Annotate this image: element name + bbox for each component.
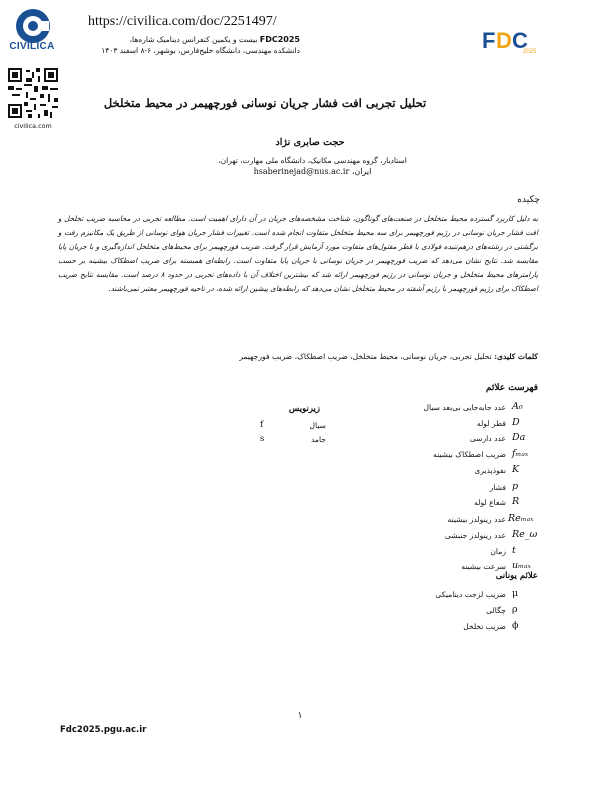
author-affiliation: استادیار، گروه مهندسی مکانیک، دانشگاه ملی مهارت، تهران، xyxy=(218,156,407,165)
subscript-row xyxy=(260,434,326,448)
nomenclature-desc: قطر لوله xyxy=(476,419,506,428)
nomenclature-symbol: K xyxy=(512,464,520,475)
greek-row xyxy=(330,588,538,604)
nomenclature-desc: سرعت بیشینه xyxy=(461,562,506,571)
author-name: حجت صابری نژاد xyxy=(275,137,345,148)
greek-symbol: ρ xyxy=(512,604,518,615)
keywords-label: کلمات کلیدی: xyxy=(494,352,538,361)
abstract-heading: چکیده xyxy=(517,195,540,205)
subscript-desc: سیال xyxy=(309,421,326,430)
paper-title: تحلیل تجربی افت فشار جریان نوسانی فورچهیمر در محیط متخلخل xyxy=(103,96,427,110)
greek-symbols-heading: علائم یونانی xyxy=(495,571,538,581)
greek-desc: ضریب لزجت دینامیکی xyxy=(435,590,506,599)
footer-url[interactable]: Fdc2025.pgu.ac.ir xyxy=(60,725,147,735)
greek-symbol: ϕ xyxy=(512,620,519,631)
keywords-text: تحلیل تجربی، جریان نوسانی، محیط متخلخل، ضریب اصطکاک، ضریب فورچهیمر xyxy=(239,352,492,361)
document-url[interactable]: https://civilica.com/doc/2251497/ xyxy=(88,14,277,29)
nomenclature-desc: عدد رینولدز بیشینه xyxy=(447,515,506,524)
conference-line-2: دانشکده مهندسی، دانشگاه خلیج‌فارس، بوشهر، ۶-۸ اسفند ۱۴۰۳ xyxy=(101,46,300,55)
keywords xyxy=(58,352,538,361)
nomenclature-desc: زمان xyxy=(490,547,506,556)
conference-info xyxy=(70,34,300,56)
subscripts-heading: زیرنویس xyxy=(288,404,320,414)
nomenclature-row xyxy=(330,496,538,512)
nomenclature-row xyxy=(330,529,538,545)
subscript-symbol: f xyxy=(260,420,264,430)
greek-desc: ضریب تخلخل xyxy=(463,622,506,631)
greek-row xyxy=(330,620,538,636)
nomenclature-symbol: p xyxy=(512,481,519,492)
nomenclature-row xyxy=(330,545,538,561)
page-number: ۱ xyxy=(297,711,303,721)
nomenclature-desc: فشار xyxy=(489,483,506,492)
fdc-logo-year: 2025 xyxy=(523,49,537,55)
author-email[interactable]: hsaberinejad@nus.ac.ir xyxy=(253,167,350,176)
nomenclature-symbol: D xyxy=(512,417,520,428)
subscript-symbol: s xyxy=(260,434,265,444)
nomenclature-desc: ضریب اصطکاک بیشینه xyxy=(433,450,506,459)
nomenclature-row xyxy=(330,432,538,448)
nomenclature-desc: عدد جابه‌جایی بی‌بعد سیال xyxy=(423,403,506,412)
qr-code[interactable] xyxy=(8,68,58,130)
fdc-logo-c: C xyxy=(512,28,528,53)
nomenclature-symbol: Da xyxy=(512,432,526,443)
greek-desc: چگالی xyxy=(486,606,506,615)
nomenclature-symbol: R xyxy=(512,496,520,507)
conference-code: FDC2025 xyxy=(259,35,300,44)
civilica-logo-text: CIVILICA xyxy=(9,41,55,52)
nomenclature-symbol: fₘₐₓ xyxy=(512,448,529,459)
nomenclature-row xyxy=(330,417,538,433)
fdc-logo-d: D xyxy=(496,28,512,53)
svg-text:civilica.com: civilica.com xyxy=(14,122,52,130)
abstract-body: به دلیل کاربرد گسترده محیط متخلخل در صنعت‌های گوناگون، شناخت مشخصه‌های جریان در آن دارای اهمیت است. مطالعه تجربی در محاسبه ضریب تخلخل و افت فشار جریان نوسانی در رژیم فورچهیمر برای سه محیط متخلخل متفاوت انجام شده است. تغییرات فشار جریان هوای نوسانی از طریق یک مکانیزم رفت و برگشتی در رشته‌های درهم‌تنیده فولادی با قطر مفتول‌های متفاوت مورد آزمایش قرار گرفت. ضریب فورچهیمر برای محیط‌های متخلخل اندازه‌گیری و با جریان پایا مقایسه شد. نتایج نشان می‌دهد که ضریب فورچهیمر در جریان نوسانی با جریان پایا متفاوت است. رابطه‌ای همبسته برای ضریب اصطکاک بیشینه بر حسب پارامترهای محیط متخلخل و جریان نوسانی در رژیم فورچهیمر ارائه شد که بیشترین اختلاف آن با داده‌های تجربی در حدود ۸ درصد است. مقایسه نتایج ضریب اصطکاک برای رژیم فورچهیمر با رژیم آشفته در محیط متخلخل نشان می‌دهد که رابطه‌های پیشین ارائه شده، در ناحیه فورچهیمر معتبر نمی‌باشند. xyxy=(58,214,538,293)
nomenclature-heading: فهرست علائم xyxy=(485,383,538,393)
nomenclature-row xyxy=(330,513,538,529)
nomenclature-row xyxy=(330,401,538,417)
nomenclature-desc: عدد رینولدز جنبشی xyxy=(444,531,506,540)
greek-symbol: μ xyxy=(512,588,519,599)
nomenclature-row xyxy=(330,481,538,497)
conference-line-1: بیست و یکمین کنفرانس دینامیک شاره‌ها، xyxy=(129,35,258,44)
fdc-logo-f: F xyxy=(482,28,496,53)
nomenclature-desc: عدد دارسی xyxy=(469,434,506,443)
nomenclature-symbol: Reₘₐₓ xyxy=(508,513,534,524)
author-country: ایران، xyxy=(351,167,372,176)
nomenclature-symbol: uₘₐₓ xyxy=(512,560,531,571)
fdc-logo xyxy=(482,24,542,56)
subscript-desc: جامد xyxy=(310,435,326,444)
nomenclature-row xyxy=(330,464,538,480)
nomenclature-row xyxy=(330,448,538,464)
nomenclature-symbol: A₀ xyxy=(512,401,523,412)
nomenclature-symbol: t xyxy=(512,545,516,556)
subscript-row xyxy=(260,420,326,434)
nomenclature-symbol: Re_ω xyxy=(512,529,538,540)
greek-row xyxy=(330,604,538,620)
nomenclature-desc: شعاع لوله xyxy=(474,498,506,507)
author-contact xyxy=(180,167,445,176)
nomenclature-desc: نفوذپذیری xyxy=(474,466,506,475)
